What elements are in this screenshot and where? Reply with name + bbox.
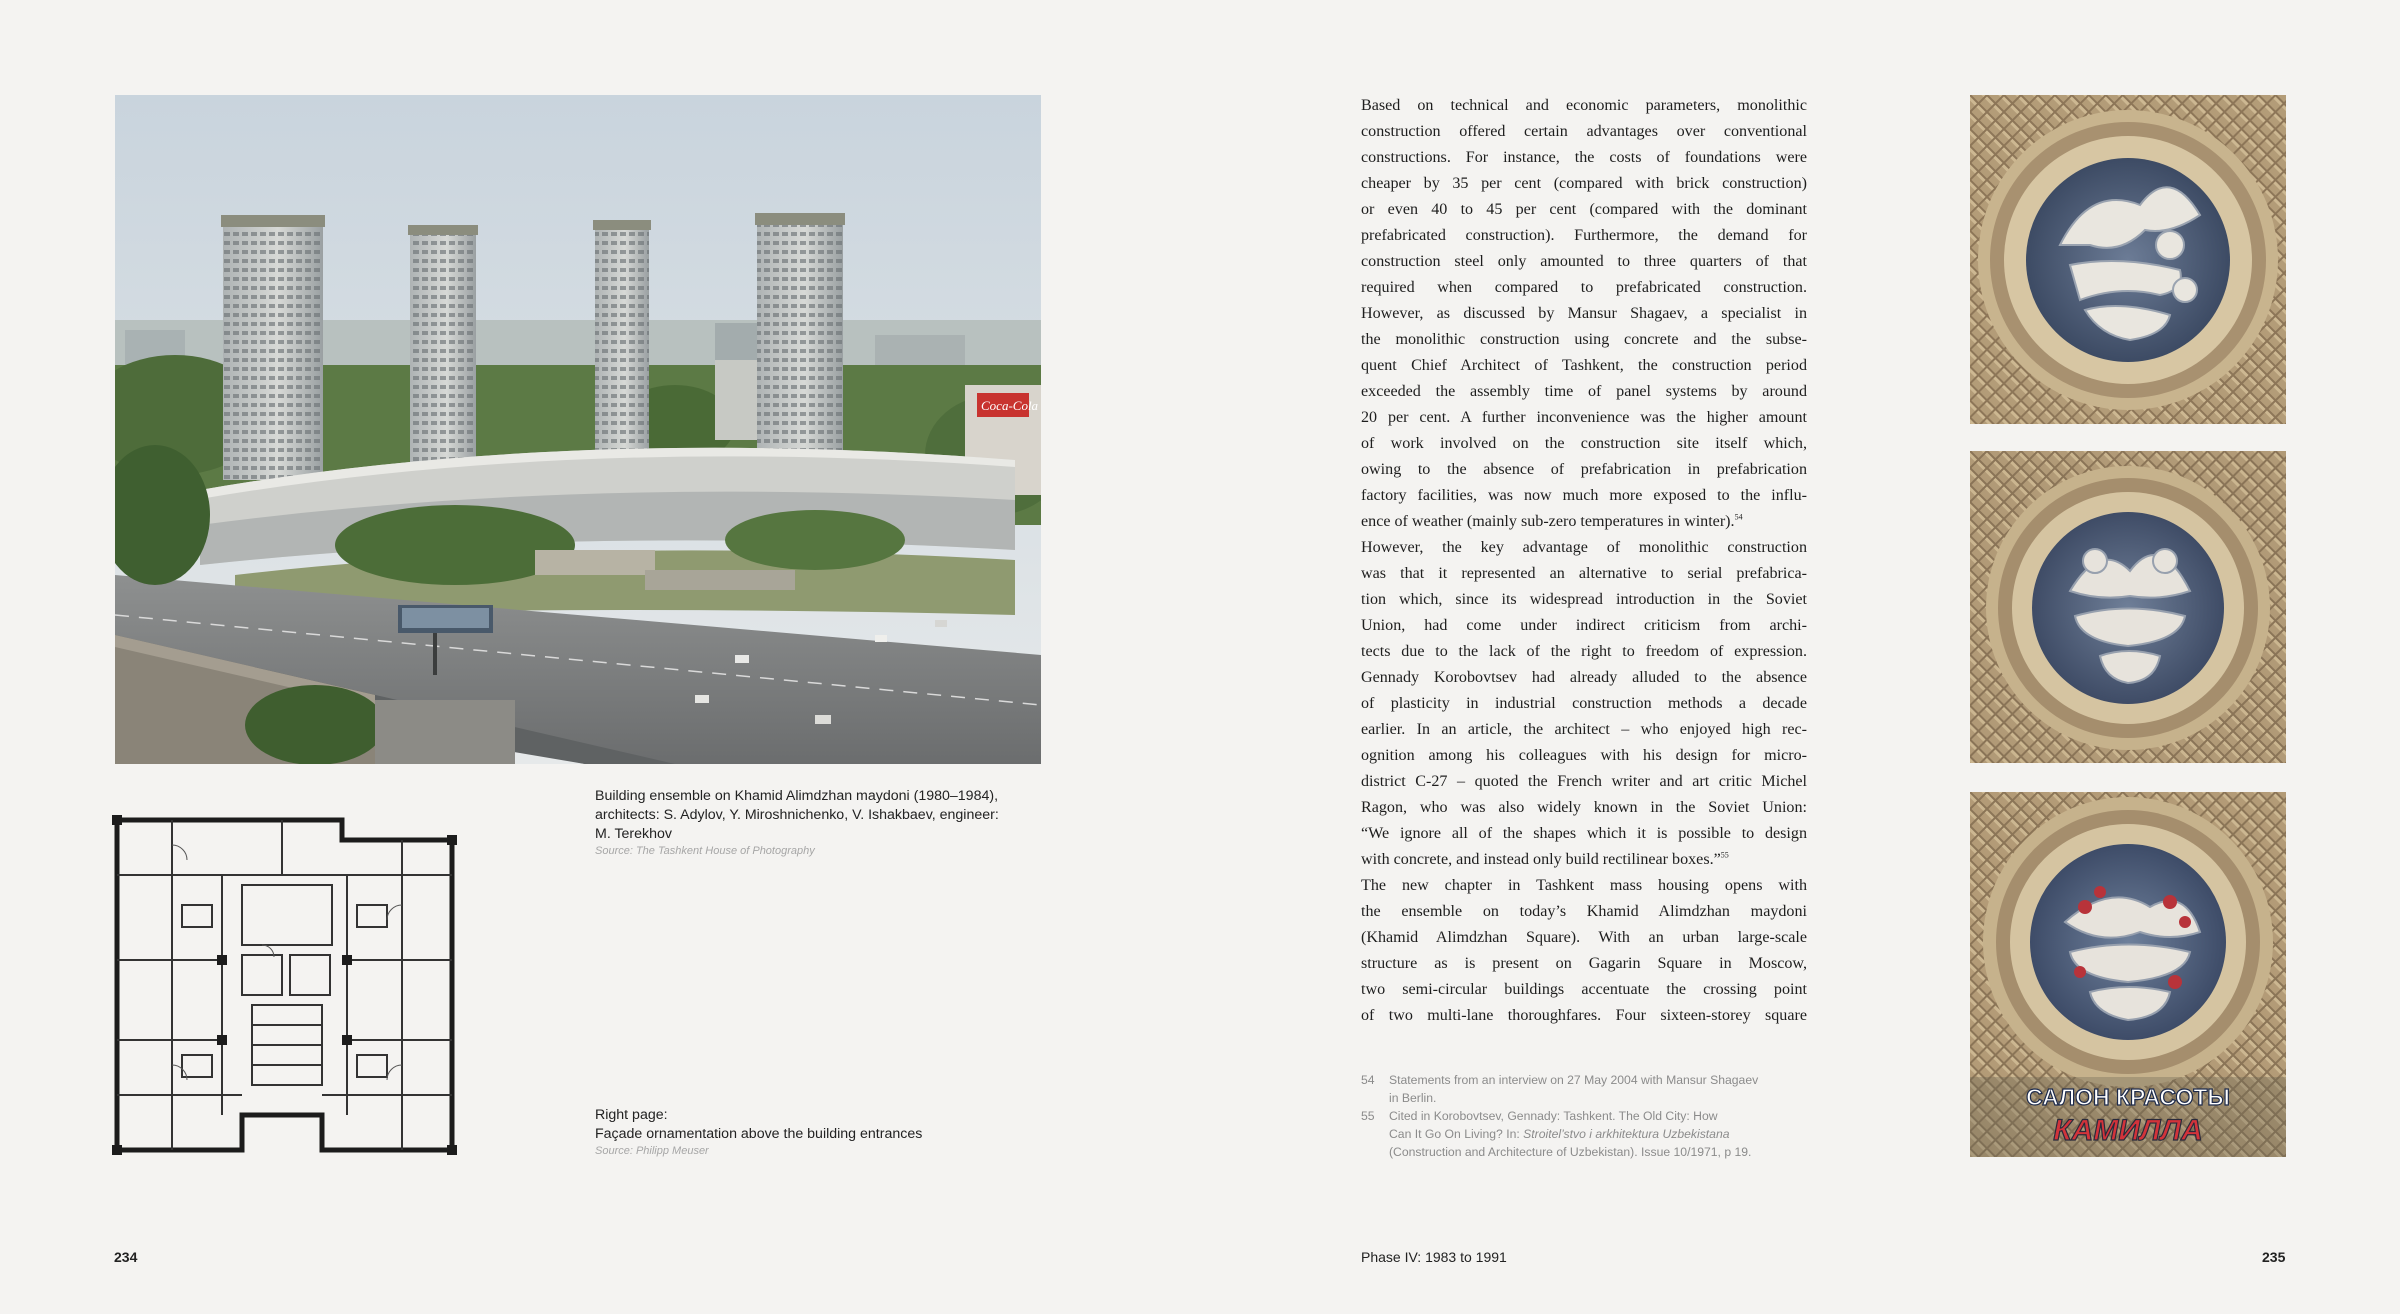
footnote-journal-title: Stroitel’stvo i arkhitektura Uzbekistana — [1523, 1127, 1730, 1141]
footnote-number: 55 — [1361, 1109, 1375, 1123]
photo-facade-ornament-2 — [1970, 451, 2286, 763]
body-text-line: ognition among his colleagues with his design for micro- — [1361, 747, 1807, 764]
footnote-marker: 55 — [1720, 850, 1729, 860]
body-text-line: However, the key advantage of monolithic construction — [1361, 539, 1807, 556]
running-head: Phase IV: 1983 to 1991 — [1361, 1249, 1507, 1265]
body-text-line: required when compared to prefabricated construction. — [1361, 279, 1807, 296]
footnote-54 — [1361, 1071, 1821, 1107]
body-text-line: tion which, since its widespread introduction in the Soviet — [1361, 591, 1807, 608]
page-number-left: 234 — [114, 1249, 138, 1265]
body-text-line: district C-27 – quoted the French writer and art critic Michel — [1361, 773, 1807, 790]
body-text-line: Gennady Korobovtsev had already alluded to the absence — [1361, 669, 1807, 686]
footnote-line: Statements from an interview on 27 May 2004 with Mansur Shagaev — [1389, 1073, 1759, 1087]
body-text-line: The new chapter in Tashkent mass housing opens with — [1361, 877, 1807, 894]
body-text-line: (Khamid Alimdzhan Square). With an urban large-scale — [1361, 929, 1807, 946]
body-text — [1361, 93, 1807, 1029]
caption-source: Source: Philipp Meuser — [595, 1145, 709, 1157]
body-text-line: structure as is present on Gagarin Square in Moscow, — [1361, 955, 1807, 972]
body-text-line: of two multi-lane thoroughfares. Four sixteen-storey square — [1361, 1007, 1807, 1024]
body-text-line: cheaper by 35 per cent (compared with brick construction) — [1361, 175, 1807, 192]
photo-facade-ornament-1 — [1970, 95, 2286, 424]
body-text-line: “We ignore all of the shapes which it is possible to design — [1361, 825, 1807, 842]
coca-cola-sign: Coca-Cola — [981, 398, 1039, 413]
body-text-line: of work involved on the construction site itself which, — [1361, 435, 1807, 452]
body-text-line: the ensemble on today’s Khamid Alimdzhan maydoni — [1361, 903, 1807, 920]
body-text-line: 20 per cent. A further inconvenience was the higher amount — [1361, 409, 1807, 426]
caption-building-ensemble — [595, 787, 1035, 859]
footnote-number: 54 — [1361, 1073, 1375, 1087]
body-text-line: was that it represented an alternative to serial prefabrica- — [1361, 565, 1807, 582]
caption-line: Building ensemble on Khamid Alimdzhan maydoni (1980–1984), — [595, 788, 999, 804]
photo-building-ensemble — [115, 95, 1041, 764]
body-text-segment: ence of weather (mainly sub-zero temperatures in winter). — [1361, 513, 1735, 530]
caption-line: M. Terekhov — [595, 826, 673, 842]
footnote-line: Cited in Korobovtsev, Gennady: Tashkent. The Old City: How — [1389, 1109, 1718, 1123]
caption-line: architects: S. Adylov, Y. Miroshnichenko, V. Ishakbaev, engineer: — [595, 807, 999, 823]
body-text-line — [1361, 847, 1807, 873]
body-text-line: construction offered certain advantages over conventional — [1361, 123, 1807, 140]
photo-facade-ornament-3-salon-sign — [1970, 792, 2286, 1157]
caption-right-page — [595, 1106, 1035, 1159]
body-text-line: constructions. For instance, the costs of foundations were — [1361, 149, 1807, 166]
footnote-line: in Berlin. — [1389, 1091, 1437, 1105]
caption-text: Façade ornamentation above the building entrances — [595, 1126, 923, 1142]
body-text-line: tects due to the lack of the right to freedom of expression. — [1361, 643, 1807, 660]
body-text-line: earlier. In an article, the architect – who enjoyed high rec- — [1361, 721, 1807, 738]
salon-sign-line1: САЛОН КРАСОТЫ — [2026, 1084, 2230, 1110]
body-text-line: factory facilities, was now much more exposed to the influ- — [1361, 487, 1807, 504]
body-text-line: exceeded the assembly time of panel systems by around — [1361, 383, 1807, 400]
body-text-line: quent Chief Architect of Tashkent, the construction period — [1361, 357, 1807, 374]
salon-sign-line2: КАМИЛЛА — [2053, 1114, 2203, 1147]
body-text-line: Ragon, who was also widely known in the Soviet Union: — [1361, 799, 1807, 816]
body-text-line — [1361, 509, 1807, 535]
caption-heading: Right page: — [595, 1107, 668, 1123]
body-text-segment: with concrete, and instead only build rectilinear boxes.” — [1361, 851, 1721, 868]
footnote-text: Can It Go On Living? In: — [1389, 1127, 1524, 1141]
body-text-line: or even 40 to 45 per cent (compared with the dominant — [1361, 201, 1807, 218]
body-text-line: However, as discussed by Mansur Shagaev, a specialist in — [1361, 305, 1807, 322]
footnote-55 — [1361, 1107, 1821, 1161]
floor-plan-drawing — [112, 815, 460, 1157]
body-text-line: Based on technical and economic parameters, monolithic — [1361, 97, 1807, 114]
body-text-line: owing to the absence of prefabrication in prefabrication — [1361, 461, 1807, 478]
body-text-line: two semi-circular buildings accentuate the crossing point — [1361, 981, 1807, 998]
body-text-line: of plasticity in industrial construction methods a decade — [1361, 695, 1807, 712]
footnote-line: (Construction and Architecture of Uzbekistan). Issue 10/1971, p 19. — [1389, 1145, 1752, 1159]
body-text-line: Union, had come under indirect criticism from archi- — [1361, 617, 1807, 634]
body-text-line: construction steel only amounted to three quarters of that — [1361, 253, 1807, 270]
caption-source: Source: The Tashkent House of Photography — [595, 845, 815, 857]
body-text-line: prefabricated construction). Furthermore, the demand for — [1361, 227, 1807, 244]
body-text-line: the monolithic construction using concrete and the subse- — [1361, 331, 1807, 348]
footnote-marker: 54 — [1734, 512, 1743, 522]
footnotes — [1361, 1071, 1821, 1161]
page-number-right: 235 — [2262, 1249, 2286, 1265]
